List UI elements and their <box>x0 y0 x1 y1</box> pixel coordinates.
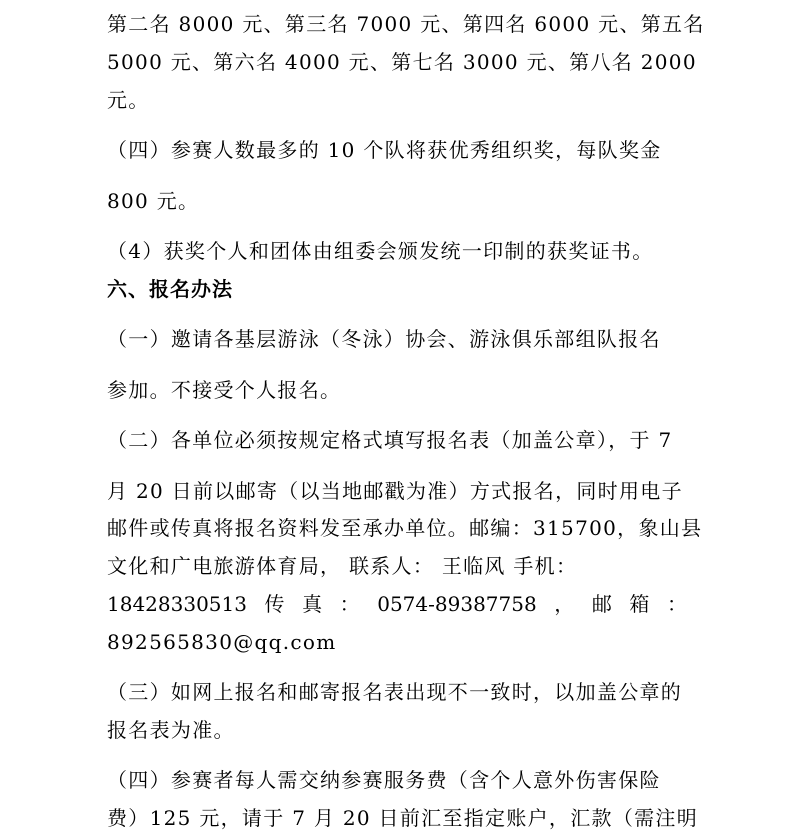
email-label-char-2: 箱 <box>629 592 650 616</box>
registration-item-3-line-1: （三）如网上报名和邮寄报名表出现不一致时，以加盖公章的 <box>107 680 683 704</box>
mobile-number: 18428330513 <box>107 592 247 616</box>
certificate-line: （4）获奖个人和团体由组委会颁发统一印制的获奖证书。 <box>107 239 654 263</box>
email-address: 892565830@qq.com <box>107 630 337 654</box>
organization-award-line-1: （四）参赛人数最多的 10 个队将获优秀组织奖，每队奖金 <box>107 138 662 162</box>
registration-item-1-line-2: 参加。不接受个人报名。 <box>107 378 342 402</box>
registration-item-3-line-2: 报名表为准。 <box>107 718 235 742</box>
organization-award-line-2: 800 元。 <box>107 189 200 213</box>
fax-label-char-1: 传 <box>264 592 285 616</box>
registration-item-2-line-1: （二）各单位必须按规定格式填写报名表（加盖公章），于 7 <box>107 428 673 452</box>
registration-item-4-line-1: （四）参赛者每人需交纳参赛服务费（含个人意外伤害保险 <box>107 768 661 792</box>
registration-item-2-line-2: 月 20 日前以邮寄（以当地邮戳为准）方式报名，同时用电子 <box>107 479 683 503</box>
prize-line-3: 元。 <box>107 88 150 112</box>
fax-label-char-2: 真 <box>302 592 323 616</box>
fax-colon: ： <box>339 592 360 616</box>
registration-item-1-line-1: （一）邀请各基层游泳（冬泳）协会、游泳俱乐部组队报名 <box>107 327 661 351</box>
registration-item-2-line-3: 邮件或传真将报名资料发至承办单位。邮编：315700，象山县 <box>107 516 703 540</box>
email-label-char-1: 邮 <box>591 592 612 616</box>
registration-item-2-line-4: 文化和广电旅游体育局， 联系人： 王临风 手机： <box>107 554 578 578</box>
registration-item-4-line-2: 费）125 元，请于 7 月 20 日前汇至指定账户，汇款（需注明 <box>107 806 699 830</box>
prize-line-1: 第二名 8000 元、第三名 7000 元、第四名 6000 元、第五名 <box>107 12 705 36</box>
email-colon: ： <box>666 592 687 616</box>
section-heading: 六、报名办法 <box>107 277 233 301</box>
contact-info-line <box>107 591 687 617</box>
fax-number: 0574-89387758 <box>377 592 537 616</box>
contact-comma: ， <box>554 592 575 616</box>
prize-line-2: 5000 元、第六名 4000 元、第七名 3000 元、第八名 2000 <box>107 50 697 74</box>
